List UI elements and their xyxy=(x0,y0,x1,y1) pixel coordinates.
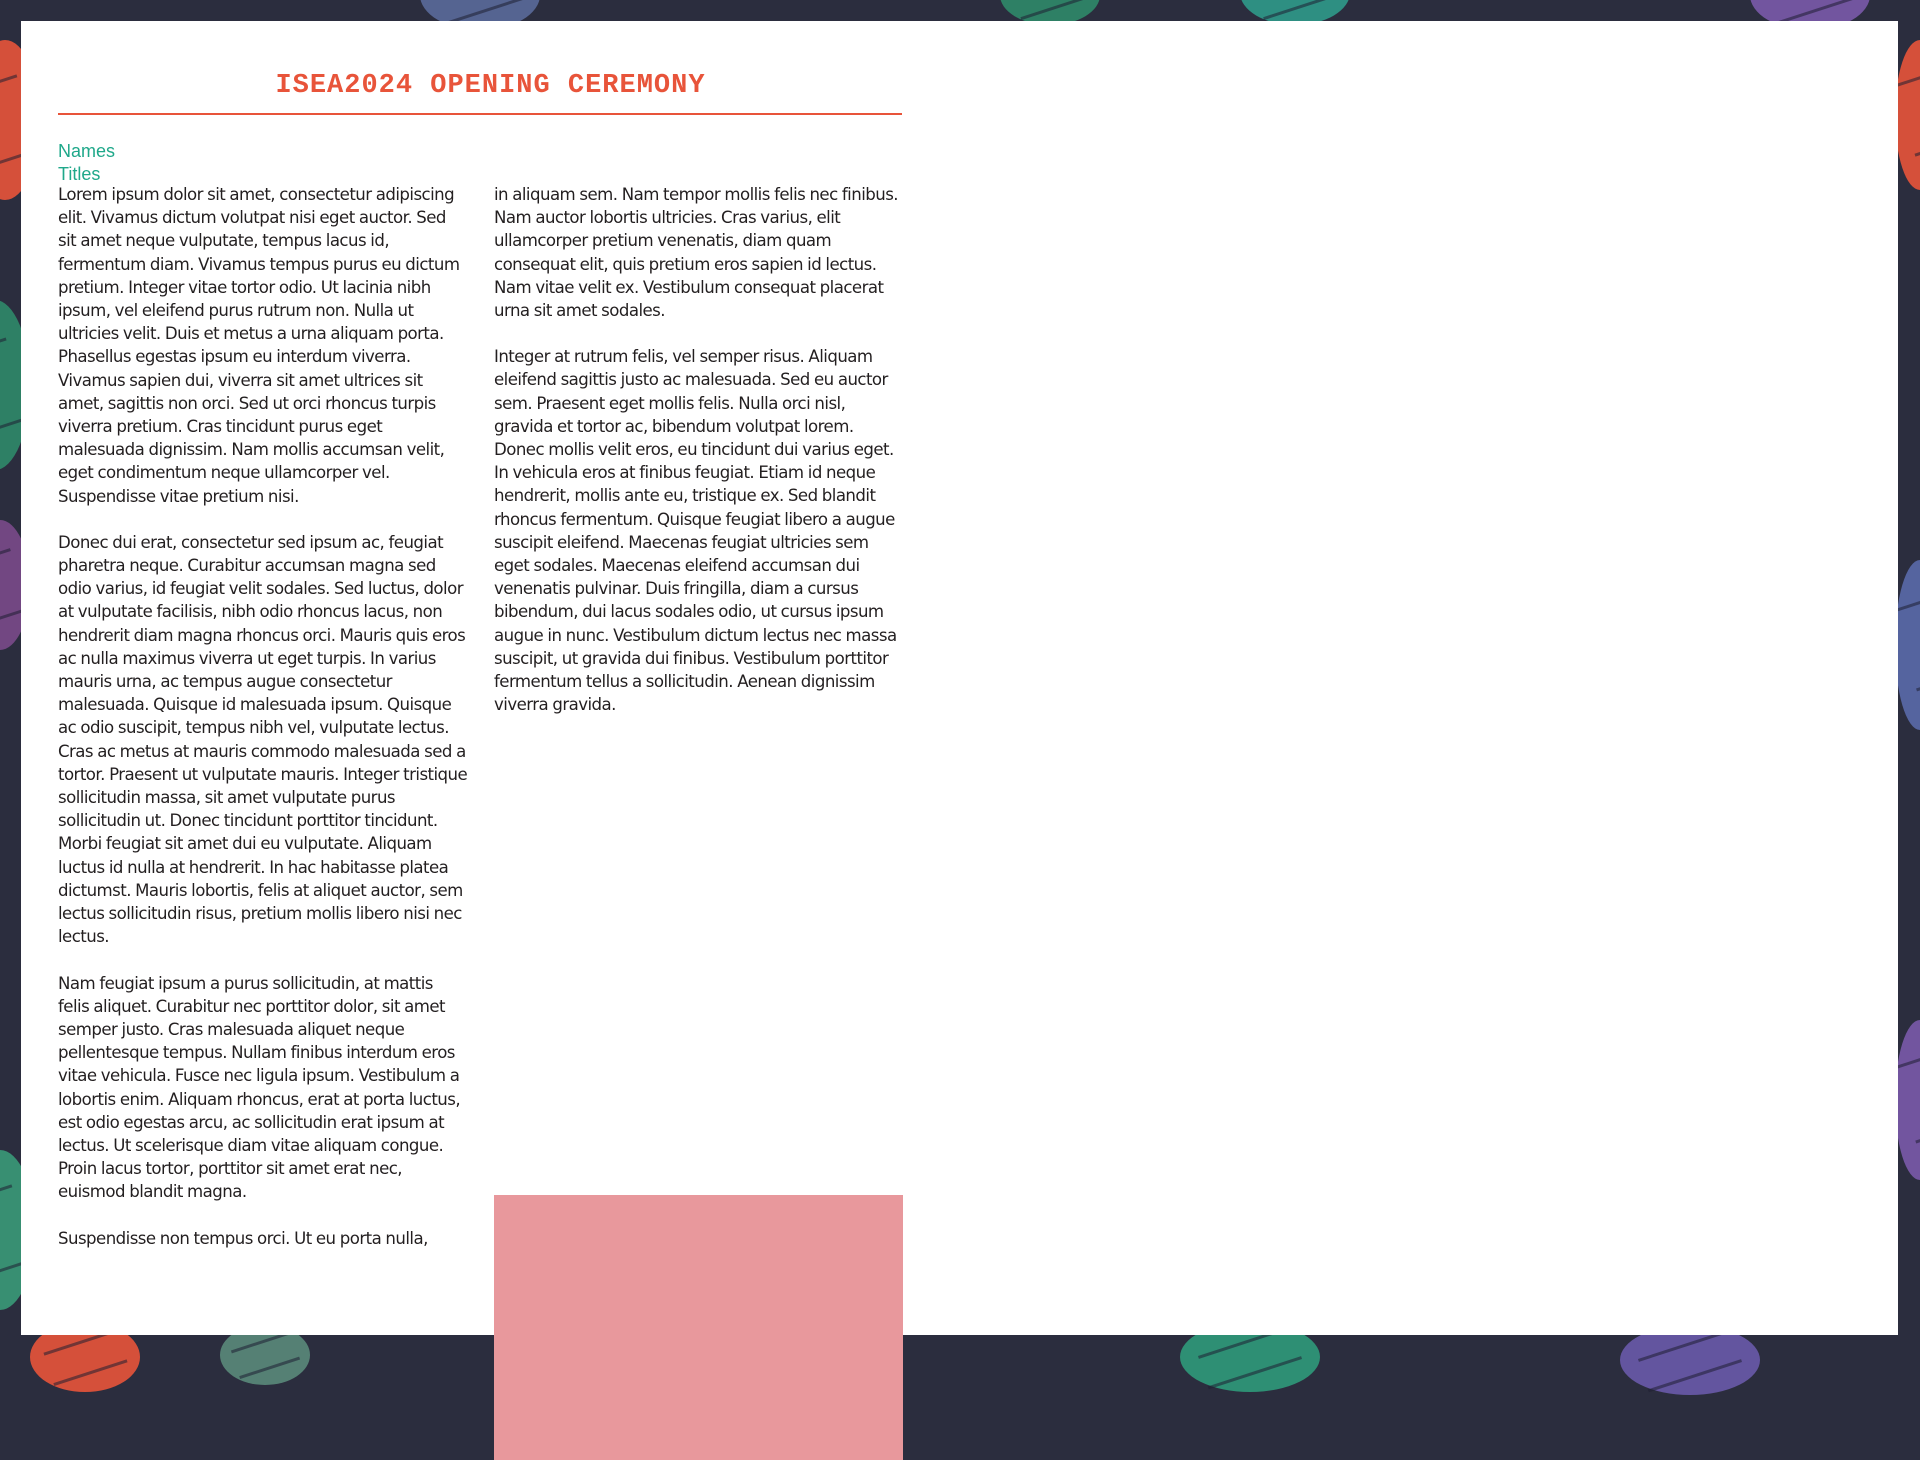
paragraph: Donec dui erat, consectetur sed ipsum ac, feugiat pharetra neque. Curabitur accumsan magna sed odio varius, id feugiat velit sodales. Sed luctus, dolor at vulputate facilisis, nibh odio rhoncus lacus, non hendrerit diam magna rhoncus orci. Mauris quis eros ac nulla maximus viverra ut eget turpis. In varius mauris urna, ac tempus augue consectetur malesuada. Quisque id malesuada ipsum. Quisque ac odio suscipit, tempus nibh vel, vulputate lectus. Cras ac metus at mauris commodo malesuada sed a tortor. Praesent ut vulputate mauris. Integer tristique sollicitudin massa, sit amet vulputate purus sollicitudin ut. Donec tincidunt porttitor tincidunt. Morbi feugiat sit amet dui eu vulputate. Aliquam luctus id nulla at hendrerit. In hac habitasse platea dictumst. Mauris lobortis, felis at aliquet auctor, sem lectus sollicitudin risus, pretium mollis libero nisi nec lectus. xyxy=(58,532,468,947)
document-title: ISEA2024 OPENING CEREMONY xyxy=(275,71,706,101)
paragraph: Lorem ipsum dolor sit amet, consectetur adipiscing elit. Vivamus dictum volutpat nisi eget auctor. Sed sit amet neque vulputate, tempus lacus id, fermentum diam. Vivamus tempus purus eu dictum pretium. Integer vitae tortor odio. Ut lacinia nibh ipsum, vel eleifend purus rutrum non. Nulla ut ultricies velit. Duis et metus a urna aliquam porta. Phasellus egestas ipsum eu interdum viverra. Vivamus sapien dui, viverra sit amet ultrices sit amet, sagittis non orci. Sed ut orci rhoncus turpis viverra pretium. Cras tincidunt purus eget malesuada dignissim. Nam mollis accumsan velit, eget condimentum neque ullamcorper vel. Suspendisse vitae pretium nisi. xyxy=(58,185,460,506)
decorative-blob xyxy=(1895,40,1920,190)
decorative-blob xyxy=(1895,560,1920,730)
paragraph: Suspendisse non tempus orci. Ut eu porta nulla, xyxy=(58,1228,428,1248)
document-page xyxy=(21,21,1898,1335)
text-columns xyxy=(58,183,923,1323)
decorative-blob xyxy=(1895,1020,1920,1180)
text-column-right xyxy=(494,183,904,739)
paragraph: in aliquam sem. Nam tempor mollis felis nec finibus. Nam auctor lobortis ultricies. Cras varius, elit ullamcorper pretium venenatis, diam quam consequat elit, quis pretium eros sapien id lectus. Nam vitae velit ex. Vestibulum consequat placerat urna sit amet sodales. xyxy=(494,185,899,321)
content-area xyxy=(58,21,923,1248)
titles-label: Titles xyxy=(58,164,101,184)
decorative-blob xyxy=(1620,1325,1760,1395)
paragraph: Nam feugiat ipsum a purus sollicitudin, at mattis felis aliquet. Curabitur nec porttitor dolor, sit amet semper justo. Cras malesuada aliquet neque pellentesque tempus. Nullam finibus interdum eros vitae vehicula. Fusce nec ligula ipsum. Vestibulum a lobortis enim. Aliquam rhoncus, erat at porta luctus, est odio egestas arcu, ac sollicitudin erat ipsum at lectus. Ut scelerisque diam vitae aliquam congue. Proin lacus tortor, porttitor sit amet erat nec, euismod blandit magna. xyxy=(58,973,461,1202)
image-placeholder xyxy=(494,1195,903,1460)
title-divider xyxy=(58,113,902,115)
paragraph: Integer at rutrum felis, vel semper risus. Aliquam eleifend sagittis justo ac malesuada. Sed eu auctor sem. Praesent eget mollis felis. Nulla orci nisl, gravida et tortor ac, bibendum volutpat lorem. Donec mollis velit eros, eu tincidunt dui varius eget. In vehicula eros at finibus feugiat. Etiam id neque hendrerit, mollis ante eu, tristique ex. Sed blandit rhoncus fermentum. Quisque feugiat libero a augue suscipit eleifend. Maecenas feugiat ultricies sem eget sodales. Maecenas eleifend accumsan dui venenatis pulvinar. Duis fringilla, diam a cursus bibendum, dui lacus sodales odio, ut cursus ipsum augue in nunc. Vestibulum dictum lectus nec massa suscipit, ut gravida dui finibus. Vestibulum porttitor fermentum tellus a sollicitudin. Aenean dignissim viverra gravida. xyxy=(494,347,897,715)
names-label: Names xyxy=(58,141,116,161)
speaker-meta xyxy=(58,140,923,186)
text-column-left xyxy=(58,183,468,1273)
